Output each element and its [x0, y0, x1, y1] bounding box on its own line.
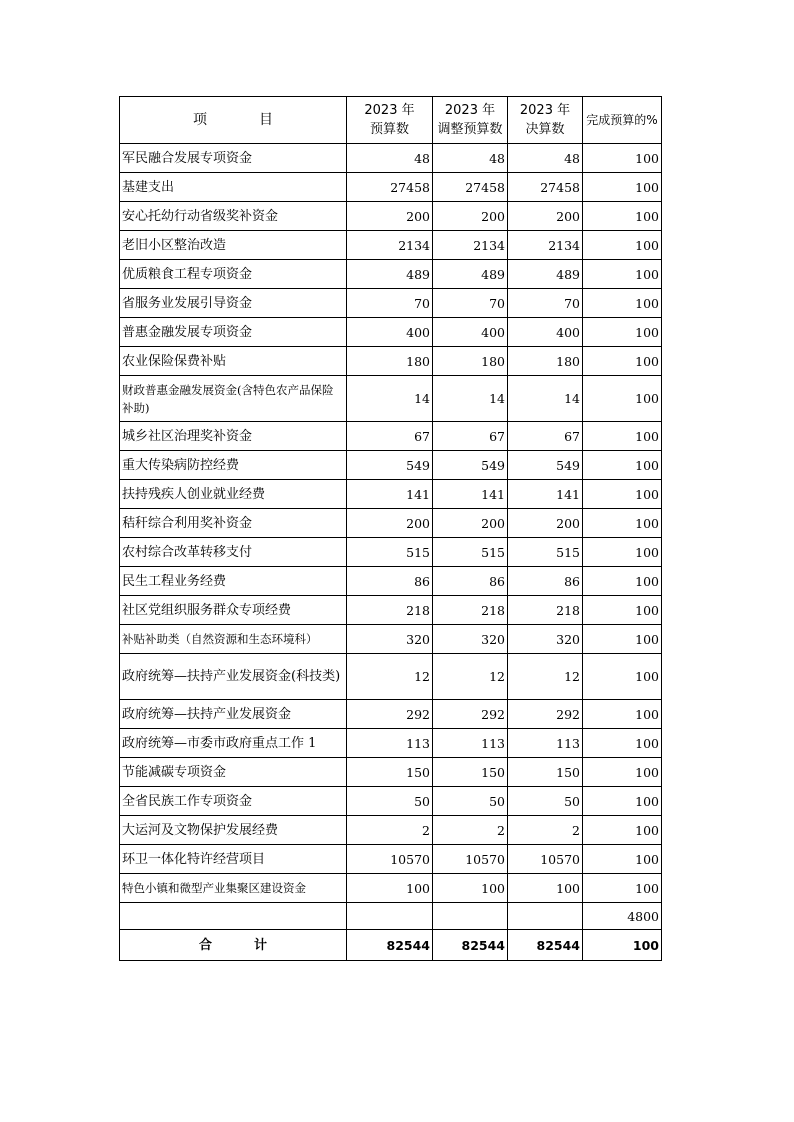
row-name-empty	[120, 903, 347, 930]
row-pct: 100	[583, 567, 662, 596]
table-row	[120, 509, 662, 538]
row-adjusted: 489	[433, 260, 508, 289]
row-budget: 100	[347, 874, 433, 903]
row-name: 全省民族工作专项资金	[120, 787, 347, 816]
row-name: 普惠金融发展专项资金	[120, 318, 347, 347]
row-pct: 100	[583, 816, 662, 845]
row-final: 200	[508, 202, 583, 231]
row-adjusted: 320	[433, 625, 508, 654]
row-final: 2	[508, 816, 583, 845]
row-final: 50	[508, 787, 583, 816]
row-adjusted: 14	[433, 376, 508, 422]
row-budget: 67	[347, 422, 433, 451]
table-row-extra	[120, 903, 662, 930]
header-final-label: 决算数	[525, 122, 565, 137]
budget-table	[119, 96, 662, 961]
row-adjusted: 292	[433, 700, 508, 729]
row-name: 大运河及文物保护发展经费	[120, 816, 347, 845]
total-adjusted: 82544	[433, 930, 508, 961]
row-adjusted: 70	[433, 289, 508, 318]
table-row	[120, 816, 662, 845]
header-adjusted	[433, 97, 508, 144]
table-row	[120, 422, 662, 451]
table-row	[120, 625, 662, 654]
table-row	[120, 231, 662, 260]
row-budget: 12	[347, 654, 433, 700]
row-name: 政府统筹—扶持产业发展资金	[120, 700, 347, 729]
row-name: 社区党组织服务群众专项经费	[120, 596, 347, 625]
row-final: 27458	[508, 173, 583, 202]
row-pct: 100	[583, 509, 662, 538]
header-item	[120, 97, 347, 144]
row-budget: 218	[347, 596, 433, 625]
header-completion: 完成预算的%	[583, 97, 662, 144]
row-budget: 150	[347, 758, 433, 787]
row-adjusted: 67	[433, 422, 508, 451]
row-adjusted: 400	[433, 318, 508, 347]
row-pct: 100	[583, 538, 662, 567]
header-adjusted-label: 调整预算数	[437, 122, 503, 137]
row-budget-empty	[347, 903, 433, 930]
header-final	[508, 97, 583, 144]
total-final: 82544	[508, 930, 583, 961]
total-label-left: 合	[198, 937, 212, 953]
row-adjusted: 12	[433, 654, 508, 700]
row-budget: 50	[347, 787, 433, 816]
row-pct: 100	[583, 202, 662, 231]
table-row	[120, 376, 662, 422]
row-final: 10570	[508, 845, 583, 874]
row-budget: 2	[347, 816, 433, 845]
row-final: 48	[508, 144, 583, 173]
table-row	[120, 874, 662, 903]
header-budget	[347, 97, 433, 144]
row-pct: 100	[583, 729, 662, 758]
row-adjusted: 10570	[433, 845, 508, 874]
table-row	[120, 729, 662, 758]
row-budget: 2134	[347, 231, 433, 260]
table-row	[120, 758, 662, 787]
table-total-row	[120, 930, 662, 961]
row-pct: 100	[583, 758, 662, 787]
row-name: 安心托幼行动省级奖补资金	[120, 202, 347, 231]
row-adjusted: 113	[433, 729, 508, 758]
row-adjusted-empty	[433, 903, 508, 930]
row-final: 100	[508, 874, 583, 903]
row-final: 515	[508, 538, 583, 567]
row-name: 城乡社区治理奖补资金	[120, 422, 347, 451]
row-budget: 489	[347, 260, 433, 289]
row-adjusted: 150	[433, 758, 508, 787]
row-budget: 70	[347, 289, 433, 318]
header-final-year: 2023 年	[519, 103, 571, 118]
row-budget: 549	[347, 451, 433, 480]
row-adjusted: 2	[433, 816, 508, 845]
row-name: 农村综合改革转移支付	[120, 538, 347, 567]
row-final: 14	[508, 376, 583, 422]
row-name: 政府统筹—扶持产业发展资金(科技类)	[120, 654, 347, 700]
row-name: 军民融合发展专项资金	[120, 144, 347, 173]
header-adjusted-year: 2023 年	[444, 103, 496, 118]
row-pct: 100	[583, 318, 662, 347]
table-row	[120, 480, 662, 509]
row-pct: 100	[583, 596, 662, 625]
table-row	[120, 567, 662, 596]
table-header-row	[120, 97, 662, 144]
row-final: 549	[508, 451, 583, 480]
row-name: 特色小镇和微型产业集聚区建设资金	[120, 874, 347, 903]
row-adjusted: 141	[433, 480, 508, 509]
table-row	[120, 202, 662, 231]
row-budget: 86	[347, 567, 433, 596]
row-budget: 515	[347, 538, 433, 567]
table-row	[120, 260, 662, 289]
row-pct: 100	[583, 625, 662, 654]
table-row	[120, 173, 662, 202]
row-budget: 200	[347, 509, 433, 538]
row-final: 2134	[508, 231, 583, 260]
row-adjusted: 48	[433, 144, 508, 173]
row-pct: 100	[583, 231, 662, 260]
row-final: 113	[508, 729, 583, 758]
row-name: 政府统筹—市委市政府重点工作 1	[120, 729, 347, 758]
row-budget: 113	[347, 729, 433, 758]
row-budget: 14	[347, 376, 433, 422]
row-name: 节能减碳专项资金	[120, 758, 347, 787]
row-budget: 200	[347, 202, 433, 231]
row-adjusted: 180	[433, 347, 508, 376]
row-pct: 100	[583, 422, 662, 451]
table-row	[120, 318, 662, 347]
table-row	[120, 845, 662, 874]
table-row	[120, 289, 662, 318]
row-pct: 100	[583, 289, 662, 318]
table-row	[120, 538, 662, 567]
row-adjusted: 549	[433, 451, 508, 480]
row-adjusted: 27458	[433, 173, 508, 202]
row-final: 141	[508, 480, 583, 509]
row-budget: 141	[347, 480, 433, 509]
row-budget: 320	[347, 625, 433, 654]
row-budget: 400	[347, 318, 433, 347]
row-name: 补贴补助类（自然资源和生态环境科）	[120, 625, 347, 654]
table-row	[120, 787, 662, 816]
row-name: 环卫一体化特许经营项目	[120, 845, 347, 874]
row-adjusted: 86	[433, 567, 508, 596]
row-name: 农业保险保费补贴	[120, 347, 347, 376]
row-final: 200	[508, 509, 583, 538]
row-name: 财政普惠金融发展资金(含特色农产品保险补助)	[120, 376, 347, 422]
row-pct: 100	[583, 376, 662, 422]
row-final: 400	[508, 318, 583, 347]
row-final-empty	[508, 903, 583, 930]
table-row	[120, 654, 662, 700]
row-name: 优质粮食工程专项资金	[120, 260, 347, 289]
row-pct: 100	[583, 874, 662, 903]
row-pct: 100	[583, 347, 662, 376]
row-budget: 10570	[347, 845, 433, 874]
row-budget: 48	[347, 144, 433, 173]
row-pct: 100	[583, 144, 662, 173]
row-adjusted: 100	[433, 874, 508, 903]
row-pct: 100	[583, 480, 662, 509]
row-pct: 100	[583, 451, 662, 480]
row-adjusted: 218	[433, 596, 508, 625]
total-label-right: 计	[254, 937, 268, 953]
total-budget: 82544	[347, 930, 433, 961]
row-final: 12	[508, 654, 583, 700]
row-pct: 100	[583, 260, 662, 289]
row-final: 86	[508, 567, 583, 596]
header-item-right: 目	[259, 111, 273, 128]
row-final: 292	[508, 700, 583, 729]
row-name: 基建支出	[120, 173, 347, 202]
row-final: 70	[508, 289, 583, 318]
table-row	[120, 347, 662, 376]
row-budget: 180	[347, 347, 433, 376]
table-row	[120, 596, 662, 625]
row-adjusted: 50	[433, 787, 508, 816]
row-adjusted: 515	[433, 538, 508, 567]
table-row	[120, 451, 662, 480]
row-name: 老旧小区整治改造	[120, 231, 347, 260]
header-budget-label: 预算数	[369, 122, 409, 137]
row-name: 扶持残疾人创业就业经费	[120, 480, 347, 509]
row-budget: 27458	[347, 173, 433, 202]
row-pct: 100	[583, 173, 662, 202]
table-row	[120, 144, 662, 173]
header-budget-year: 2023 年	[364, 103, 415, 118]
row-adjusted: 200	[433, 509, 508, 538]
row-adjusted: 2134	[433, 231, 508, 260]
header-item-left: 项	[193, 111, 207, 128]
row-final: 320	[508, 625, 583, 654]
row-budget: 292	[347, 700, 433, 729]
row-name: 民生工程业务经费	[120, 567, 347, 596]
row-final: 218	[508, 596, 583, 625]
table-row	[120, 700, 662, 729]
row-final: 67	[508, 422, 583, 451]
row-pct: 100	[583, 787, 662, 816]
row-final: 150	[508, 758, 583, 787]
row-final: 180	[508, 347, 583, 376]
row-pct: 100	[583, 654, 662, 700]
row-final: 489	[508, 260, 583, 289]
total-pct: 100	[583, 930, 662, 961]
row-name: 省服务业发展引导资金	[120, 289, 347, 318]
row-name: 秸秆综合利用奖补资金	[120, 509, 347, 538]
row-adjusted: 200	[433, 202, 508, 231]
row-name: 重大传染病防控经费	[120, 451, 347, 480]
row-pct: 100	[583, 845, 662, 874]
row-pct-extra: 4800	[583, 903, 662, 930]
row-pct: 100	[583, 700, 662, 729]
total-label	[120, 930, 347, 961]
